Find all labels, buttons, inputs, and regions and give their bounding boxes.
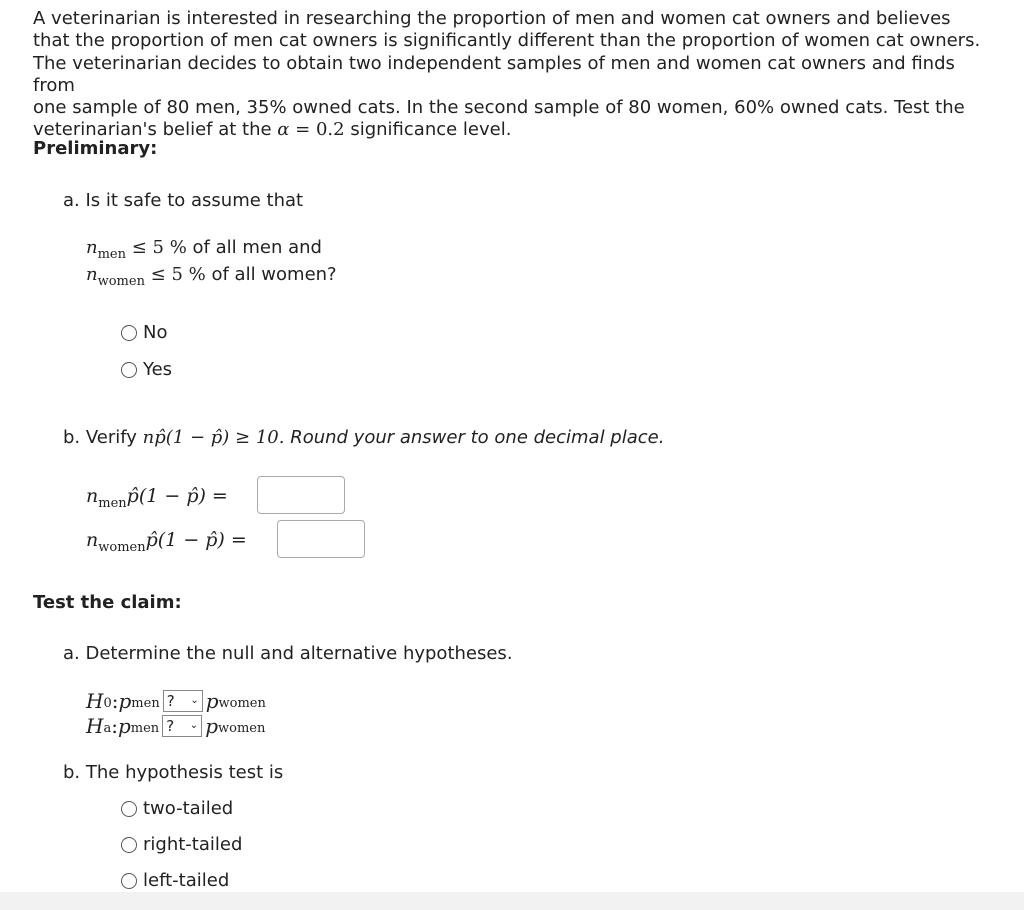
prelim-b-prefix: b. Verify: [63, 427, 143, 448]
prelim-b-formula: np̂(1 − p̂) ≥ 10.: [142, 427, 285, 448]
subscript-men: men: [130, 721, 160, 736]
le-five-percent: ≤ 5 %: [144, 264, 212, 285]
bottom-scroll-area: [0, 892, 1024, 910]
radio-option-two-tailed[interactable]: [121, 798, 233, 819]
subscript-men: men: [97, 247, 126, 262]
h-symbol: H: [86, 688, 104, 713]
answer-input-men[interactable]: [257, 476, 345, 514]
radio-option-yes[interactable]: [121, 359, 172, 380]
p-symbol: p: [205, 688, 219, 713]
p-symbol: p: [118, 688, 132, 713]
formula-men-tail: p̂(1 − p̂) =: [126, 485, 228, 507]
radio-label-left-tailed: left-tailed: [143, 870, 230, 891]
subscript-women: women: [218, 721, 266, 736]
alternative-hypothesis: [86, 713, 266, 738]
p-symbol: p: [205, 713, 218, 738]
problem-line-2: that the proportion of men cat owners is significantly different than the proportion of women cat owners.: [33, 30, 981, 52]
h0-subscript: 0: [103, 696, 112, 711]
problem-line-1: A veterinarian is interested in researching the proportion of men and women cat owners and believes: [33, 8, 951, 29]
n-symbol: n: [86, 485, 99, 507]
test-heading: Test the claim:: [33, 592, 182, 613]
colon: :: [111, 688, 119, 713]
colon: :: [111, 713, 118, 738]
condition-men: [86, 235, 337, 262]
p-symbol: p: [117, 713, 131, 738]
problem-line-5: [33, 119, 993, 141]
problem-line-5-post: significance level.: [344, 119, 512, 141]
test-b-question: b. The hypothesis test is: [63, 762, 284, 783]
h-symbol: H: [86, 713, 104, 738]
alternative-relation-select[interactable]: [162, 715, 202, 737]
null-relation-select[interactable]: [163, 690, 203, 712]
radio-label-two-tailed: two-tailed: [143, 798, 234, 819]
formula-women-tail: p̂(1 − p̂) =: [145, 529, 247, 551]
equals-sign: =: [289, 119, 316, 141]
condition-women-suffix: of all women?: [211, 264, 337, 285]
preliminary-heading: Preliminary:: [33, 138, 158, 159]
radio-option-no[interactable]: [121, 322, 167, 343]
le-five-percent: ≤ 5 %: [126, 237, 193, 258]
condition-women: [86, 262, 337, 289]
prelim-b-question: [63, 427, 664, 448]
subscript-women: women: [218, 696, 266, 711]
radio-option-right-tailed[interactable]: [121, 834, 242, 855]
radio-circle-icon[interactable]: [121, 873, 137, 889]
n-symbol: n: [86, 264, 98, 285]
problem-statement: [33, 8, 993, 142]
subscript-men: men: [131, 696, 160, 711]
problem-line-5-pre: veterinarian's belief at the: [33, 119, 278, 141]
prelim-a-question: a. Is it safe to assume that: [63, 190, 304, 211]
null-hypothesis: [86, 688, 266, 713]
radio-circle-icon[interactable]: [121, 362, 137, 378]
radio-option-left-tailed[interactable]: [121, 870, 229, 891]
hypotheses: [86, 688, 266, 738]
subscript-men: men: [98, 496, 127, 511]
problem-line-3: The veterinarian decides to obtain two independent samples of men and women cat owners and finds from: [33, 52, 955, 96]
chevron-down-icon: ⌄: [189, 720, 199, 731]
radio-label-no: No: [143, 322, 168, 343]
select-value: ?: [166, 691, 175, 710]
radio-label-right-tailed: right-tailed: [143, 834, 243, 855]
subscript-women: women: [98, 540, 146, 555]
radio-circle-icon[interactable]: [121, 325, 137, 341]
radio-circle-icon[interactable]: [121, 837, 137, 853]
n-symbol: n: [86, 237, 98, 258]
radio-label-yes: Yes: [143, 359, 173, 380]
test-a-question: a. Determine the null and alternative hypotheses.: [63, 643, 513, 664]
problem-line-4: one sample of 80 men, 35% owned cats. In the second sample of 80 women, 60% owned cats. Test the: [33, 97, 965, 119]
condition-men-suffix: of all men and: [192, 237, 322, 258]
prelim-a-conditions: [86, 235, 337, 289]
alpha-symbol: α: [277, 119, 290, 141]
prelim-b-instruction: Round your answer to one decimal place.: [284, 427, 665, 448]
chevron-down-icon: ⌄: [190, 695, 199, 706]
formula-men: [86, 485, 228, 511]
ha-subscript: a: [103, 721, 112, 736]
radio-circle-icon[interactable]: [121, 801, 137, 817]
answer-input-women[interactable]: [277, 520, 365, 558]
select-value: ?: [166, 716, 175, 735]
formula-women: [86, 529, 247, 555]
n-symbol: n: [86, 529, 99, 551]
subscript-women: women: [97, 274, 145, 289]
alpha-value: 0.2: [315, 119, 345, 141]
